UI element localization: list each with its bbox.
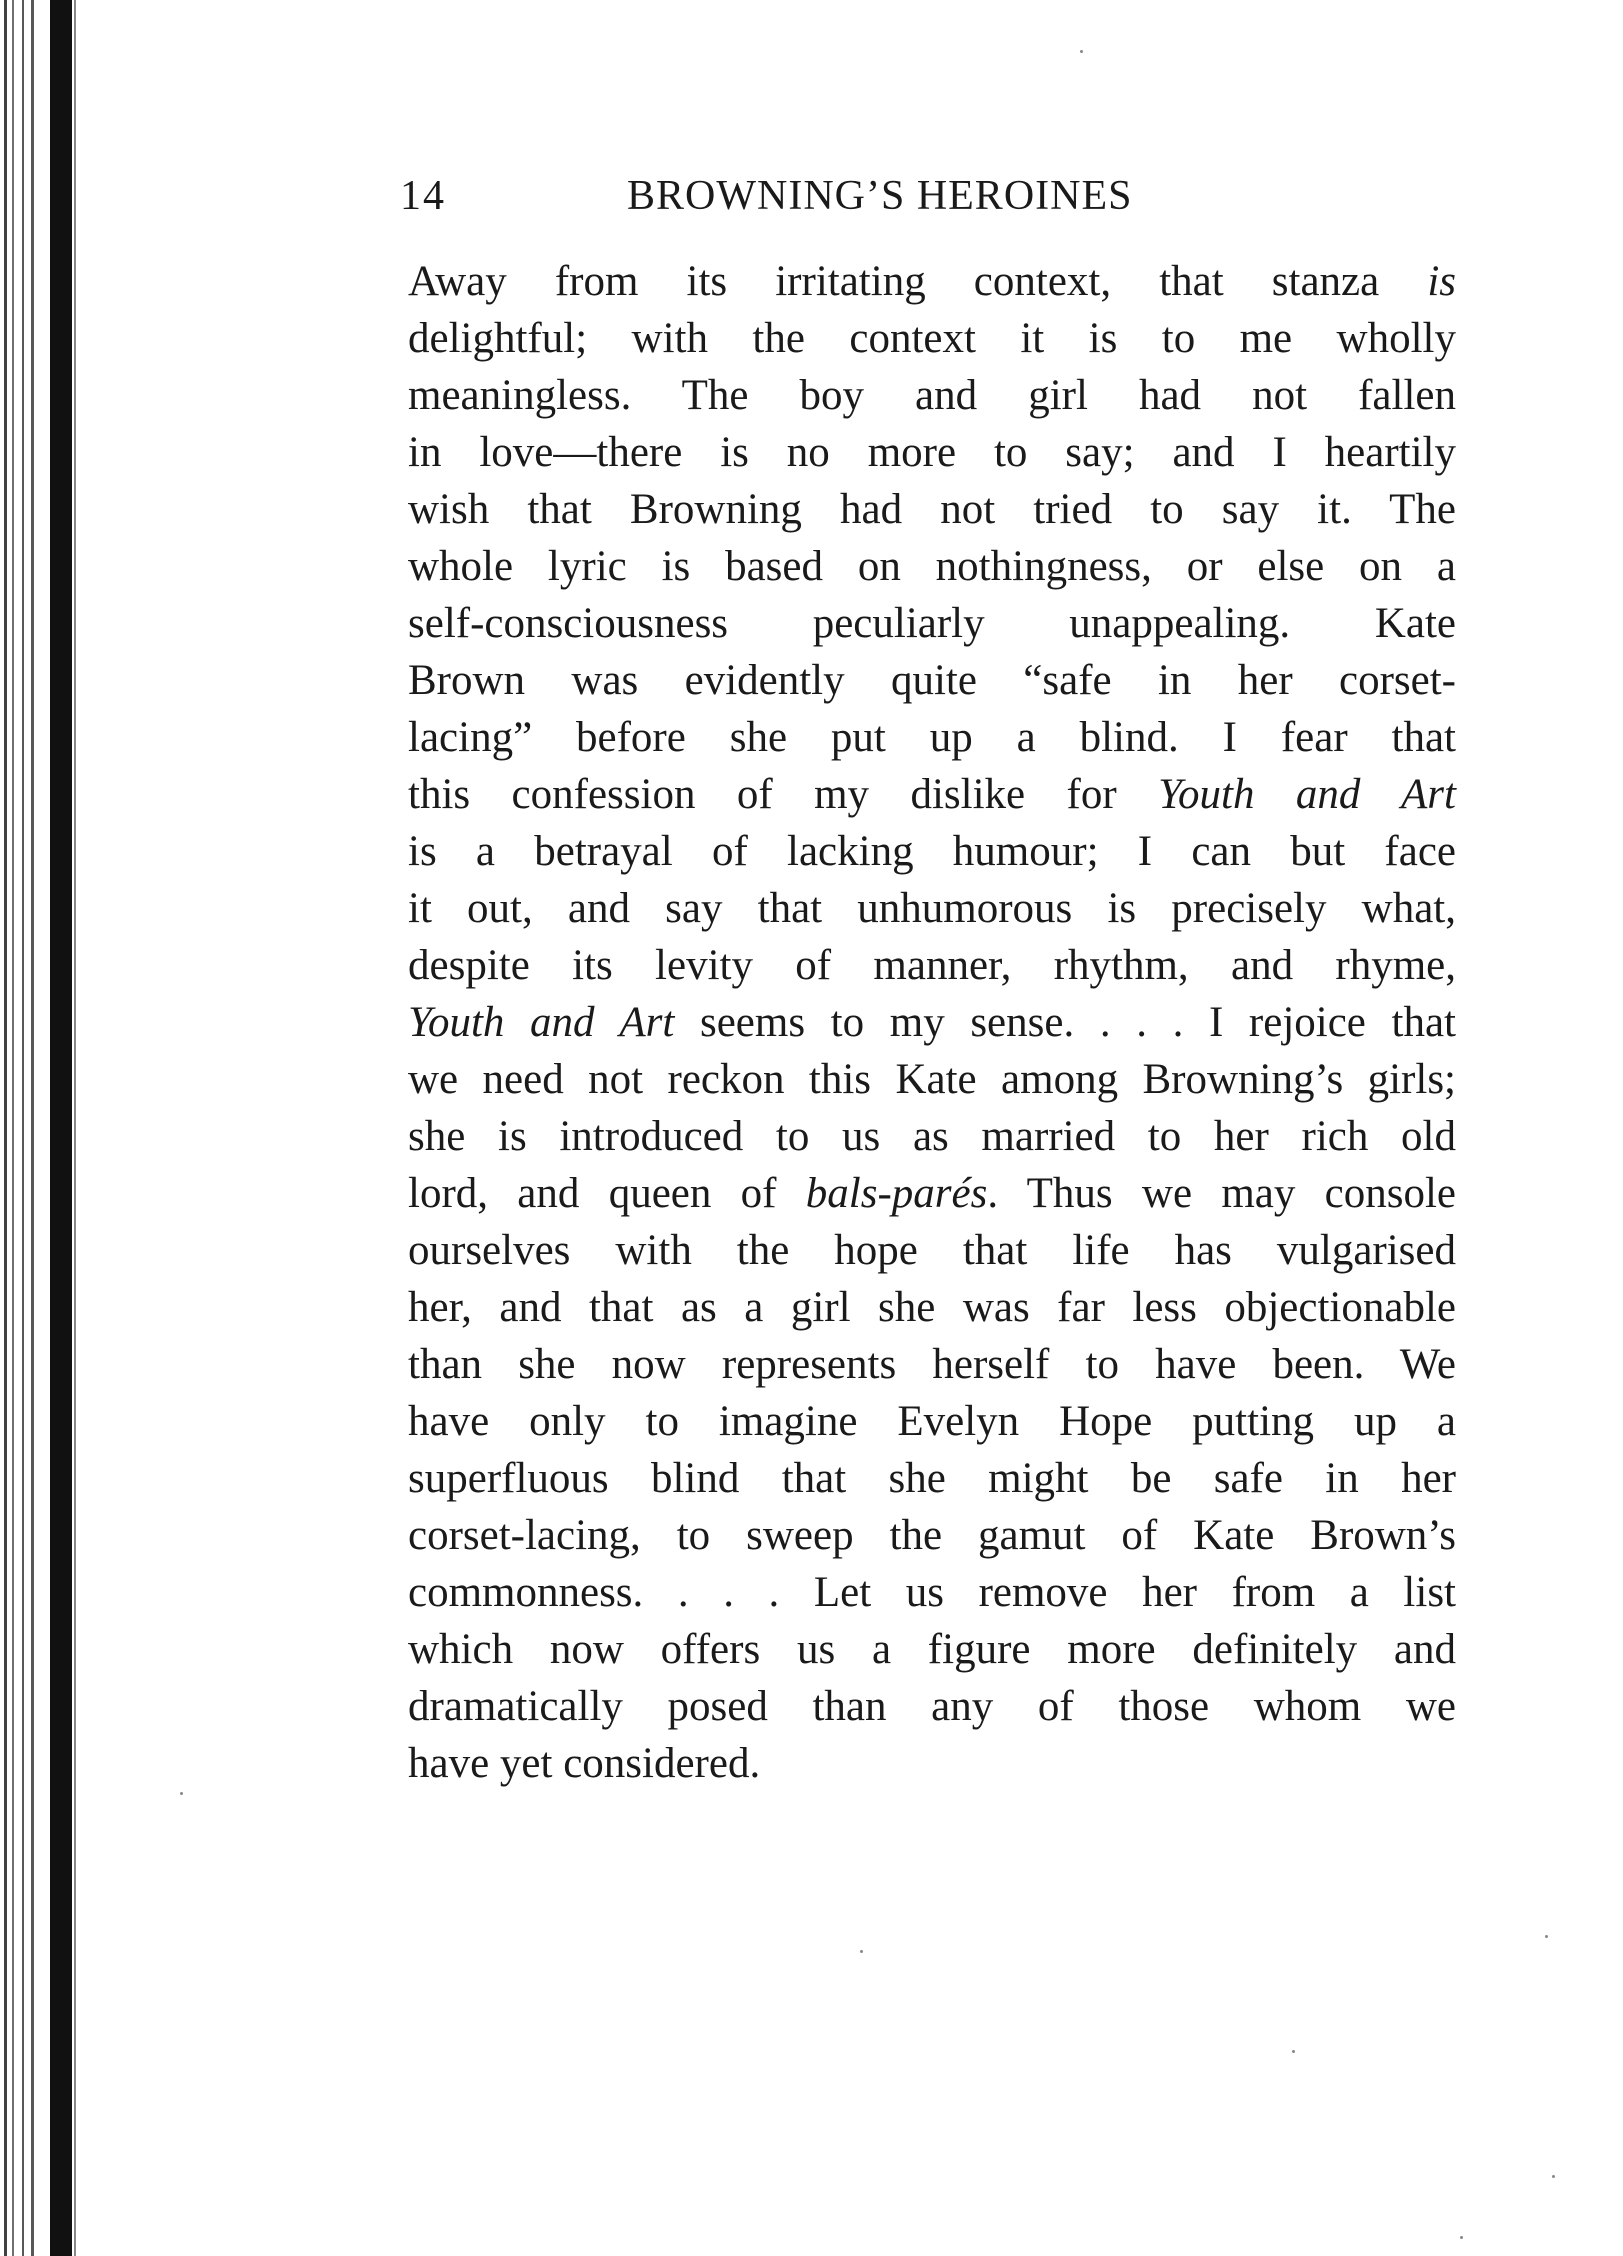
text-line: in love—there is no more to say; and I heartily <box>408 429 1456 476</box>
text-line: whole lyric is based on nothingness, or else on a <box>408 543 1456 590</box>
text-line: delightful; with the context it is to me wholly <box>408 315 1456 362</box>
text-line: this confession of my dislike for Youth and Art <box>408 771 1456 818</box>
text-line: corset-lacing, to sweep the gamut of Kate Brown’s <box>408 1512 1456 1559</box>
text-line: Youth and Art seems to my sense. . . . I rejoice that <box>408 999 1456 1046</box>
text-line: lord, and queen of bals-parés. Thus we may console <box>408 1170 1456 1217</box>
text-line: she is introduced to us as married to her rich old <box>408 1113 1456 1160</box>
text-line: which now offers us a figure more definitely and <box>408 1626 1456 1673</box>
text-line: despite its levity of manner, rhythm, and rhyme, <box>408 942 1456 989</box>
text-line: Brown was evidently quite “safe in her corset- <box>408 657 1456 704</box>
text-line: it out, and say that unhumorous is precisely what, <box>408 885 1456 932</box>
scan-speck <box>860 1950 863 1953</box>
page-number: 14 <box>400 173 446 219</box>
text-line: dramatically posed than any of those whom we <box>408 1683 1456 1730</box>
binding-edge <box>0 0 80 2256</box>
text-line: her, and that as a girl she was far less objectionable <box>408 1284 1456 1331</box>
scan-speck <box>1545 1935 1548 1938</box>
scan-speck <box>1292 2050 1295 2053</box>
scan-speck <box>180 1792 183 1795</box>
scan-speck <box>1552 2175 1555 2178</box>
text-line: is a betrayal of lacking humour; I can but face <box>408 828 1456 875</box>
text-line: self-consciousness peculiarly unappealing. Kate <box>408 600 1456 647</box>
body-text <box>408 253 1456 1792</box>
text-line: lacing” before she put up a blind. I fear that <box>408 714 1456 761</box>
scan-speck <box>1080 50 1083 53</box>
text-line: ourselves with the hope that life has vulgarised <box>408 1227 1456 1274</box>
text-line: wish that Browning had not tried to say it. The <box>408 486 1456 533</box>
scan-speck <box>1460 2236 1463 2239</box>
text-line: we need not reckon this Kate among Browning’s girls; <box>408 1056 1456 1103</box>
text-line: have only to imagine Evelyn Hope putting up a <box>408 1398 1456 1445</box>
text-line: have yet considered. <box>408 1740 761 1787</box>
text-line: Away from its irritating context, that stanza is <box>408 258 1456 305</box>
text-line: commonness. . . . Let us remove her from a list <box>408 1569 1456 1616</box>
text-line: meaningless. The boy and girl had not fallen <box>408 372 1456 419</box>
text-line: than she now represents herself to have been. We <box>408 1341 1456 1388</box>
text-line: superfluous blind that she might be safe in her <box>408 1455 1456 1502</box>
page-header <box>400 172 1250 232</box>
running-head: BROWNING’S HEROINES <box>627 173 1133 219</box>
